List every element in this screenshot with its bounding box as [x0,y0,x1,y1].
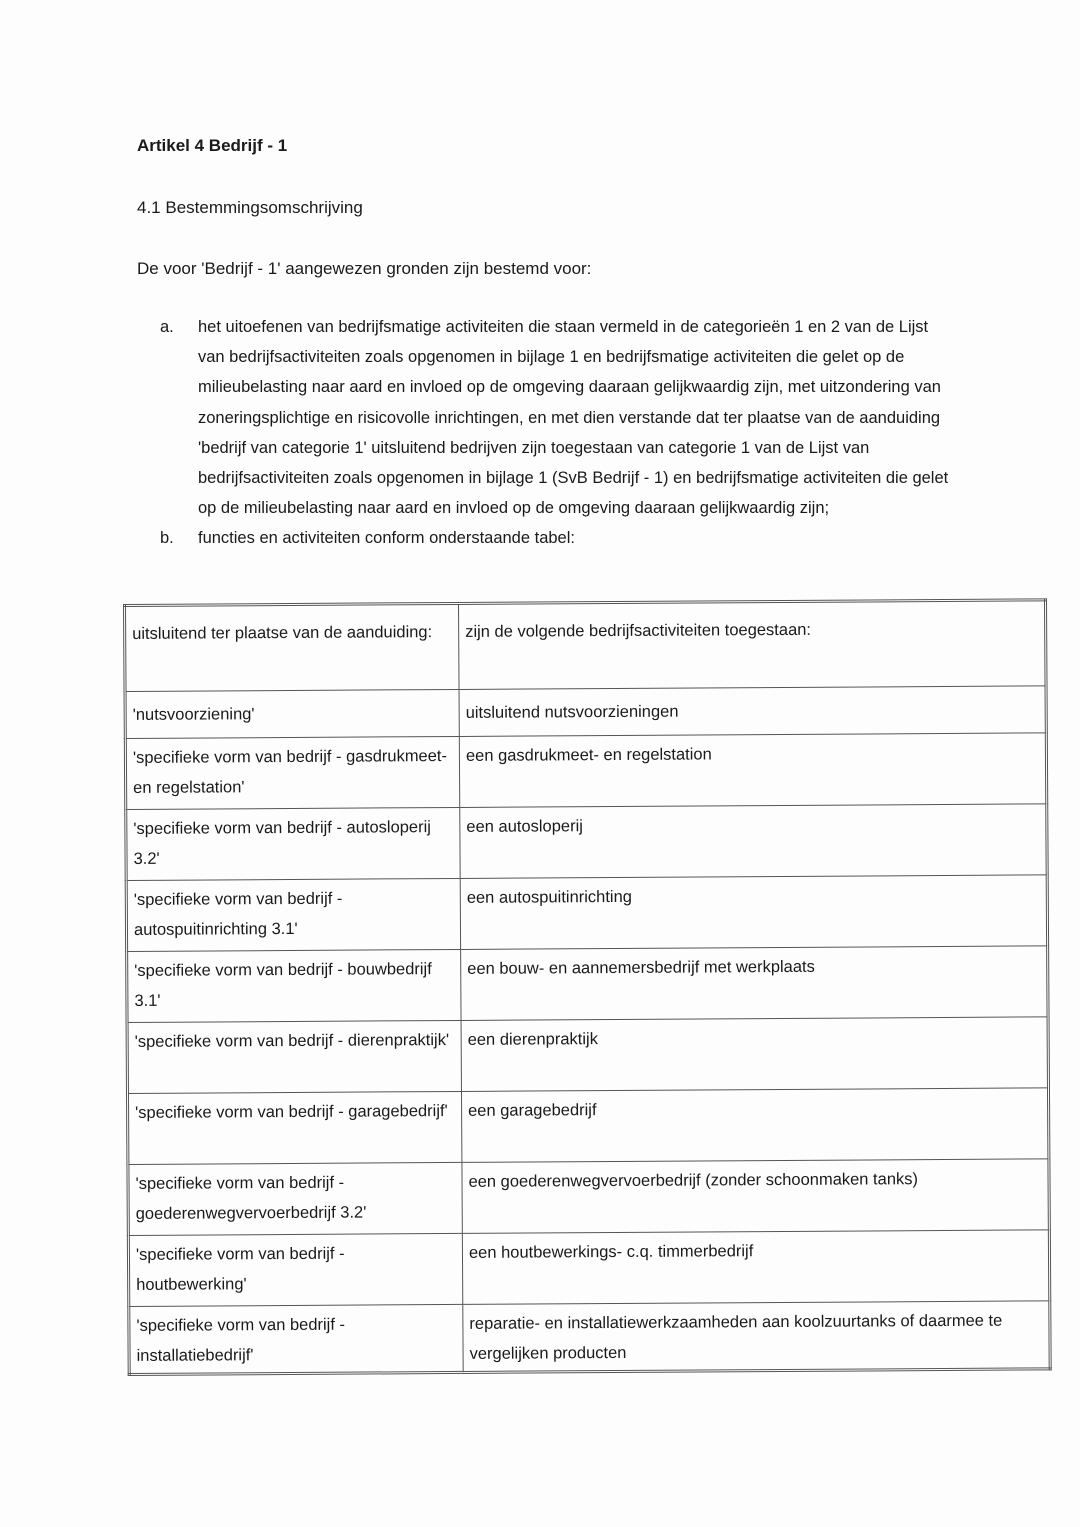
table-row [127,1088,1048,1165]
table-cell-designation: 'specifieke vorm van bedrijf - installatiebedrijf' [129,1304,463,1374]
table-row [127,946,1048,1023]
list-item [160,312,950,523]
table-cell-activity: een autosloperij [460,804,1047,879]
table-cell-activity: een houtbewerkings- c.q. timmerbedrijf [462,1230,1049,1305]
table-cell-designation: 'specifieke vorm van bedrijf - goederenwegvervoerbedrijf 3.2' [128,1162,462,1235]
table-cell-activity: een garagebedrijf [461,1088,1048,1163]
activities-table-wrapper [123,598,1052,1376]
table-cell-activity: een bouw- en aannemersbedrijf met werkplaats [461,946,1048,1021]
table-cell-designation: 'specifieke vorm van bedrijf - houtbewerking' [128,1233,462,1306]
table-row [125,733,1046,810]
table-row [127,1017,1048,1094]
table-cell-designation: 'specifieke vorm van bedrijf - dierenpraktijk' [127,1020,461,1093]
list-item-text: functies en activiteiten conform onderstaande tabel: [198,529,575,548]
table-cell-activity: een gasdrukmeet- en regelstation [459,733,1046,808]
table-header-row [125,600,1047,692]
definition-list [160,312,950,554]
table-cell-activity: een autospuitinrichting [460,875,1047,950]
table-row [126,875,1047,952]
section-heading: 4.1 Bestemmingsomschrijving [137,198,363,217]
list-marker: a. [160,318,174,336]
table-row [128,1230,1049,1307]
intro-paragraph: De voor 'Bedrijf - 1' aangewezen gronden zijn bestemd voor: [137,259,592,278]
article-title: Artikel 4 Bedrijf - 1 [137,136,288,155]
table-cell-designation: 'specifieke vorm van bedrijf - autosloperij 3.2' [126,807,460,880]
table-cell-designation: 'specifieke vorm van bedrijf - garagebedrijf' [127,1091,461,1164]
table-cell-designation: 'specifieke vorm van bedrijf - autospuitinrichting 3.1' [126,878,460,951]
table-cell-designation: 'specifieke vorm van bedrijf - bouwbedrijf 3.1' [127,949,461,1022]
table-header-cell: zijn de volgende bedrijfsactiviteiten toegestaan: [459,600,1047,690]
list-marker: b. [160,529,174,548]
table-cell-activity: een dierenpraktijk [461,1017,1048,1092]
activities-table [123,598,1052,1376]
table-cell-activity: reparatie- en installatiewerkzaamheden aan koolzuurtanks of daarmee te vergelijken producten [463,1301,1050,1373]
table-row [126,804,1047,881]
list-item [160,523,950,553]
table-row [128,1159,1049,1236]
table-row [129,1301,1050,1375]
table-row [125,686,1046,739]
table-cell-activity: een goederenwegvervoerbedrijf (zonder schoonmaken tanks) [462,1159,1049,1234]
table-header-cell: uitsluitend ter plaatse van de aanduiding: [125,603,460,691]
table-cell-designation: 'specifieke vorm van bedrijf - gasdrukmeet- en regelstation' [125,736,459,809]
table-cell-designation: 'nutsvoorziening' [125,689,459,738]
table-cell-activity: uitsluitend nutsvoorzieningen [459,686,1046,737]
list-item-text: het uitoefenen van bedrijfsmatige activiteiten die staan vermeld in de categorieën 1 en 2 van de Lijst van bedrijfsactiviteiten zoals opgenomen in bijlage 1 en bedrijfsmatige activiteiten die gelet op de milieubelasting naar aard en invloed op de omgeving daaraan gelijkwaardig zijn, met uitzondering van zoneringsplichtige en risicovolle inrichtingen, en met dien verstande dat ter plaatse van de aanduiding 'bedrijf van categorie 1' uitsluitend bedrijven zijn toegestaan van categorie 1 van de Lijst van bedrijfsactiviteiten zoals opgenomen in bijlage 1 (SvB Bedrijf - 1) en bedrijfsmatige activiteiten die gelet op de milieubelasting naar aard en invloed op de omgeving daaraan gelijkwaardig zijn; [198,318,949,518]
